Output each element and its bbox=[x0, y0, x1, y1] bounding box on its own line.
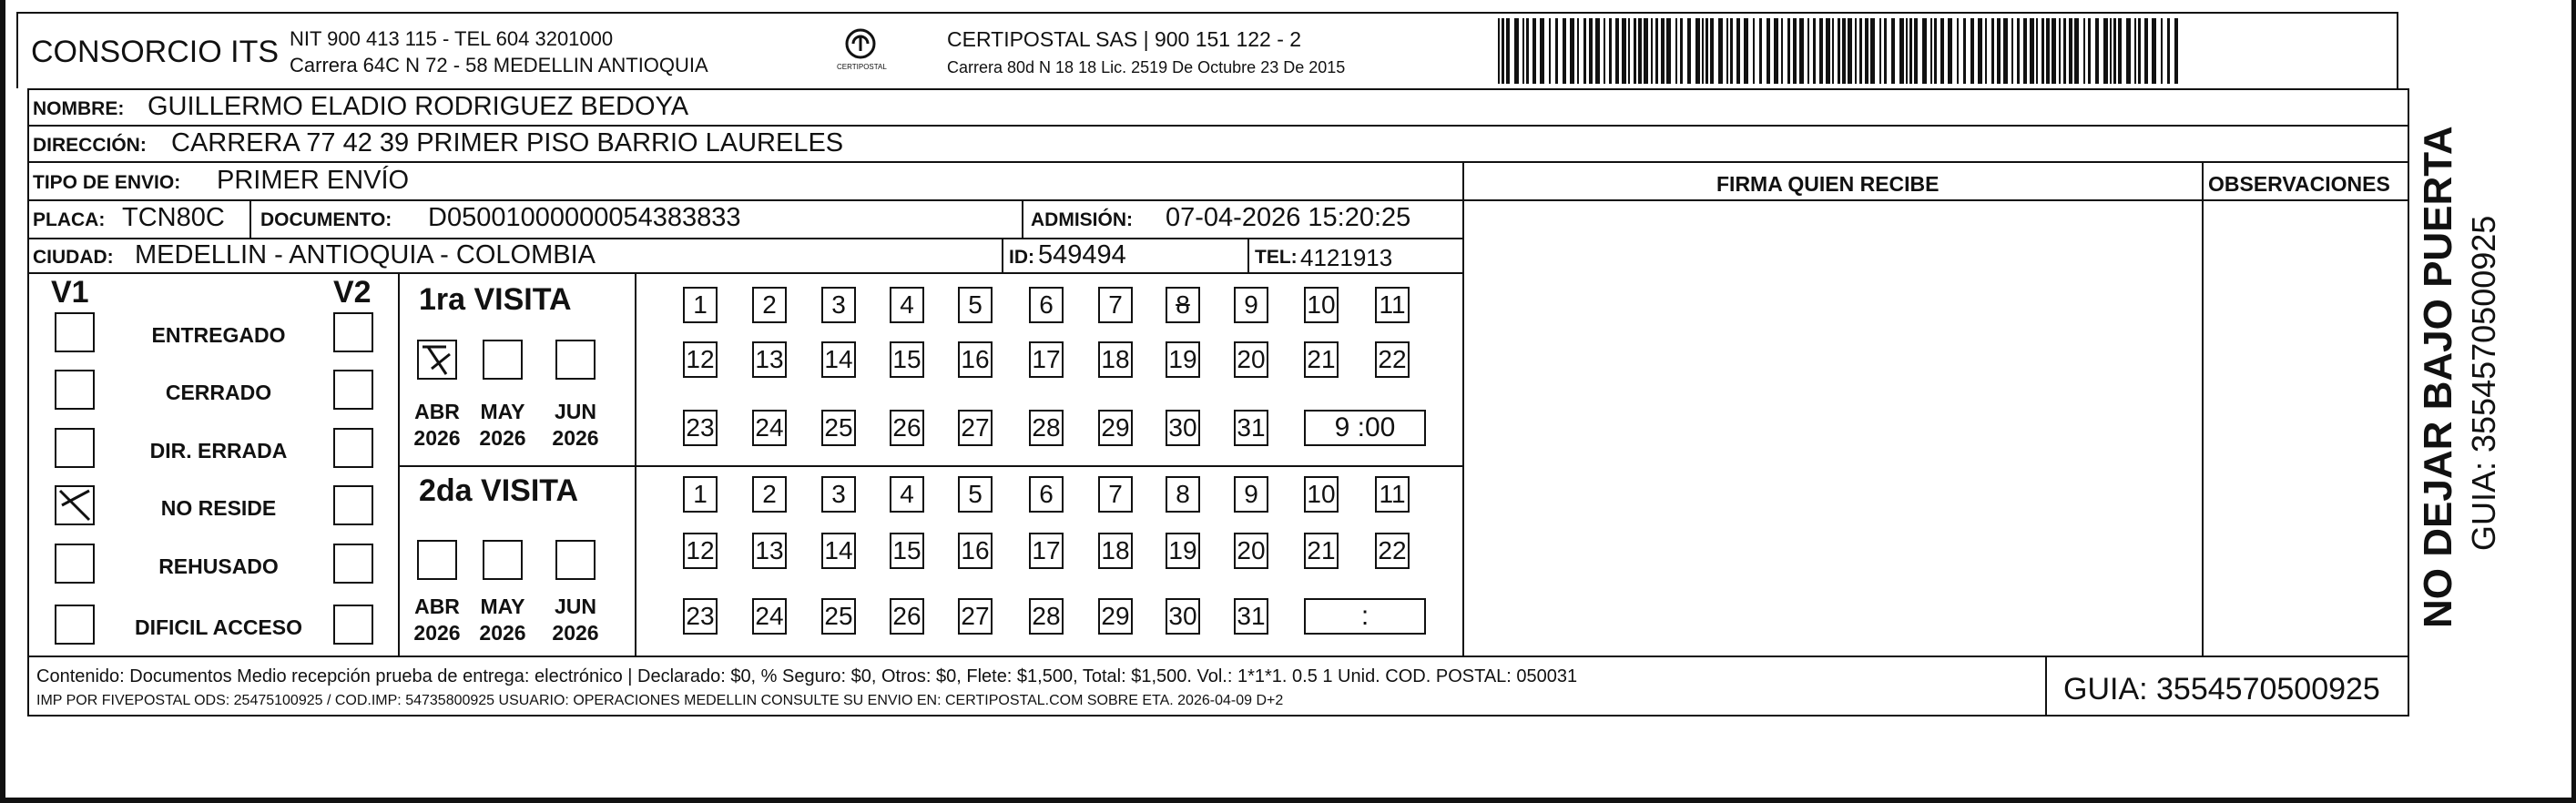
day-box[interactable]: 6 bbox=[1029, 287, 1064, 323]
row-line bbox=[27, 161, 2409, 163]
barcode-bar bbox=[1687, 18, 1691, 84]
barcode-bar bbox=[1813, 18, 1816, 84]
month-name: JUN bbox=[554, 595, 596, 618]
barcode-bar bbox=[1736, 18, 1740, 84]
check-mark-icon bbox=[419, 341, 455, 378]
barcode-bar bbox=[1970, 18, 1974, 84]
row-line bbox=[27, 199, 1464, 201]
day-box[interactable]: 14 bbox=[821, 533, 856, 569]
barcode-bar bbox=[2118, 18, 2122, 84]
day-box[interactable]: 3 bbox=[821, 476, 856, 513]
day-box[interactable]: 4 bbox=[890, 287, 924, 323]
barcode-bar bbox=[2113, 18, 2116, 84]
day-box[interactable]: 26 bbox=[890, 598, 924, 635]
month-year: 2026 bbox=[413, 620, 461, 645]
barcode-bar bbox=[1526, 18, 1529, 84]
barcode-bar bbox=[2174, 18, 2178, 84]
barcode-bar bbox=[1865, 18, 1868, 84]
status-label: NO RESIDE bbox=[160, 496, 277, 520]
placa-value: TCN80C bbox=[122, 203, 225, 232]
admision-label: ADMISIÓN: bbox=[1031, 209, 1133, 230]
barcode-bar bbox=[2167, 18, 2170, 84]
day-box[interactable]: 9 bbox=[1234, 476, 1268, 513]
day-box[interactable]: 16 bbox=[958, 341, 993, 378]
barcode-bar bbox=[1759, 18, 1762, 84]
tel-value: 4121913 bbox=[1300, 244, 1393, 271]
v2-checkbox[interactable] bbox=[333, 485, 373, 525]
month-name: MAY bbox=[480, 400, 525, 423]
barcode-bar bbox=[1514, 18, 1519, 84]
barcode-bar bbox=[1744, 18, 1748, 84]
visit-time-box[interactable]: : bbox=[1304, 598, 1426, 635]
barcode-bar bbox=[1661, 18, 1665, 84]
barcode-bar bbox=[1570, 18, 1574, 84]
month-year: 2026 bbox=[479, 620, 526, 645]
barcode-bar bbox=[1774, 18, 1778, 84]
barcode-bar bbox=[2059, 18, 2061, 84]
placa-label: PLACA: bbox=[33, 209, 106, 230]
day-box[interactable]: 20 bbox=[1234, 533, 1268, 569]
ciudad-label: CIUDAD: bbox=[33, 247, 114, 268]
barcode-bar bbox=[1891, 18, 1895, 84]
barcode-bar bbox=[1838, 18, 1840, 84]
day-box[interactable]: 17 bbox=[1029, 533, 1064, 569]
barcode-bar bbox=[1666, 18, 1671, 84]
barcode-bar bbox=[1655, 18, 1658, 84]
col-line bbox=[249, 201, 251, 238]
barcode bbox=[1498, 18, 2181, 84]
status-label: REHUSADO bbox=[158, 554, 279, 578]
col-line bbox=[1462, 163, 1464, 657]
col-line bbox=[1022, 201, 1023, 238]
day-box[interactable]: 15 bbox=[890, 533, 924, 569]
month-label bbox=[546, 594, 605, 646]
barcode-bar bbox=[2083, 18, 2085, 84]
footer-imp: IMP POR FIVEPOSTAL ODS: 25475100925 / COD.IMP: 54735800925 USUARIO: OPERACIONES MEDELLIN CONSULTE SU ENVIO EN: CERTIPOSTAL.COM SOBRE ETA. 2026-04-09 D+2 bbox=[36, 693, 1284, 708]
barcode-bar bbox=[1540, 18, 1544, 84]
barcode-bar bbox=[2011, 18, 2013, 84]
month-label bbox=[408, 399, 466, 452]
direccion-value: CARRERA 77 42 39 PRIMER PISO BARRIO LAURELES bbox=[171, 128, 844, 158]
day-box[interactable]: 22 bbox=[1375, 533, 1410, 569]
nombre-value: GUILLERMO ELADIO RODRIGUEZ BEDOYA bbox=[148, 92, 689, 121]
month-name: MAY bbox=[480, 595, 525, 618]
logo-text: CERTIPOSTAL bbox=[837, 63, 887, 71]
status-label: DIR. ERRADA bbox=[149, 439, 288, 462]
day-box[interactable]: 4 bbox=[890, 476, 924, 513]
barcode-bar bbox=[1702, 18, 1704, 84]
barcode-bar bbox=[1859, 18, 1862, 84]
barcode-bar bbox=[2046, 18, 2050, 84]
barcode-bar bbox=[1819, 18, 1823, 84]
day-box[interactable]: 5 bbox=[958, 287, 993, 323]
status-label: DIFICIL ACCESO bbox=[134, 615, 302, 639]
v2-checkbox[interactable] bbox=[333, 544, 373, 584]
v1-checkbox[interactable] bbox=[55, 544, 95, 584]
barcode-bar bbox=[1922, 18, 1927, 84]
barcode-bar bbox=[1651, 18, 1653, 84]
barcode-bar bbox=[1563, 18, 1566, 84]
barcode-bar bbox=[1963, 18, 1966, 84]
v1-checkbox[interactable] bbox=[55, 370, 95, 410]
footer-guia: GUIA: 3554570500925 bbox=[2063, 672, 2380, 706]
day-box[interactable]: 28 bbox=[1029, 598, 1064, 635]
barcode-bar bbox=[1787, 18, 1790, 84]
direccion-label: DIRECCIÓN: bbox=[33, 135, 147, 156]
day-box[interactable]: 21 bbox=[1304, 341, 1339, 378]
visit-time-box[interactable]: 9 :00 bbox=[1304, 410, 1426, 446]
barcode-bar bbox=[1718, 18, 1723, 84]
barcode-bar bbox=[1753, 18, 1755, 84]
company-name: CONSORCIO ITS bbox=[31, 35, 280, 69]
v2-checkbox[interactable] bbox=[333, 428, 373, 468]
barcode-bar bbox=[1948, 18, 1952, 84]
barcode-bar bbox=[2138, 18, 2141, 84]
row-line bbox=[27, 656, 2409, 657]
day-box[interactable]: 13 bbox=[752, 533, 787, 569]
barcode-bar bbox=[1595, 18, 1600, 84]
barcode-bar bbox=[1934, 18, 1937, 84]
vertical-guia: GUIA: 3554570500925 bbox=[2465, 215, 2502, 551]
v2-checkbox[interactable] bbox=[333, 370, 373, 410]
barcode-bar bbox=[1767, 18, 1770, 84]
day-box[interactable]: 25 bbox=[821, 598, 856, 635]
day-box[interactable]: 16 bbox=[958, 533, 993, 569]
day-box[interactable]: 7 bbox=[1098, 476, 1133, 513]
col-line bbox=[2202, 163, 2204, 657]
day-box[interactable]: 28 bbox=[1029, 410, 1064, 446]
day-box[interactable]: 2 bbox=[752, 476, 787, 513]
month-name: ABR bbox=[414, 400, 460, 423]
month-name: JUN bbox=[554, 400, 596, 423]
barcode-bar bbox=[2161, 18, 2163, 84]
barcode-bar bbox=[1622, 18, 1626, 84]
barcode-bar bbox=[1807, 18, 1809, 84]
barcode-bar bbox=[1628, 18, 1630, 84]
month-label bbox=[473, 399, 532, 452]
v2-checkbox[interactable] bbox=[333, 605, 373, 645]
barcode-bar bbox=[1675, 18, 1677, 84]
barcode-bar bbox=[1940, 18, 1944, 84]
v1-checkbox[interactable] bbox=[55, 312, 95, 352]
day-box[interactable]: 17 bbox=[1029, 341, 1064, 378]
page-right-border bbox=[2571, 0, 2576, 803]
row-line bbox=[398, 465, 1464, 467]
admision-value: 07-04-2026 15:20:25 bbox=[1166, 203, 1411, 232]
day-box[interactable]: 8 bbox=[1166, 287, 1200, 323]
day-box[interactable]: 30 bbox=[1166, 598, 1200, 635]
barcode-bar bbox=[1609, 18, 1612, 84]
barcode-bar bbox=[1957, 18, 1959, 84]
v1-checkbox[interactable] bbox=[55, 605, 95, 645]
day-box[interactable]: 20 bbox=[1234, 341, 1268, 378]
barcode-bar bbox=[1589, 18, 1593, 84]
barcode-bar bbox=[1879, 18, 1881, 84]
day-box[interactable]: 7 bbox=[1098, 287, 1133, 323]
barcode-bar bbox=[1997, 18, 2001, 84]
day-box[interactable]: 27 bbox=[958, 598, 993, 635]
observaciones-header: OBSERVACIONES bbox=[2208, 172, 2390, 196]
certipostal-line1: CERTIPOSTAL SAS | 900 151 122 - 2 bbox=[947, 27, 1302, 51]
barcode-bar bbox=[1985, 18, 1987, 84]
barcode-bar bbox=[1549, 18, 1551, 84]
barcode-bar bbox=[1832, 18, 1834, 84]
month-checkbox[interactable] bbox=[417, 340, 457, 380]
tipo-envio-value: PRIMER ENVÍO bbox=[217, 166, 410, 195]
barcode-bar bbox=[1705, 18, 1708, 84]
day-box[interactable]: 8 bbox=[1166, 476, 1200, 513]
barcode-bar bbox=[2003, 18, 2008, 84]
day-box[interactable]: 29 bbox=[1098, 410, 1133, 446]
barcode-bar bbox=[2030, 18, 2034, 84]
day-box[interactable]: 18 bbox=[1098, 533, 1133, 569]
barcode-bar bbox=[1506, 18, 1510, 84]
barcode-bar bbox=[2041, 18, 2044, 84]
barcode-bar bbox=[2088, 18, 2091, 84]
barcode-bar bbox=[1634, 18, 1636, 84]
day-box[interactable]: 12 bbox=[683, 341, 718, 378]
v1-checkbox[interactable] bbox=[55, 485, 95, 525]
day-box[interactable]: 23 bbox=[683, 598, 718, 635]
barcode-bar bbox=[1730, 18, 1733, 84]
barcode-bar bbox=[1644, 18, 1648, 84]
day-box[interactable]: 3 bbox=[821, 287, 856, 323]
barcode-bar bbox=[2036, 18, 2038, 84]
nombre-label: NOMBRE: bbox=[33, 98, 125, 119]
month-year: 2026 bbox=[479, 425, 526, 450]
month-label bbox=[473, 594, 532, 646]
day-box[interactable]: 30 bbox=[1166, 410, 1200, 446]
month-year: 2026 bbox=[552, 620, 599, 645]
day-box[interactable]: 10 bbox=[1304, 476, 1339, 513]
col-line bbox=[1002, 239, 1003, 272]
barcode-bar bbox=[1899, 18, 1904, 84]
day-box[interactable]: 23 bbox=[683, 410, 718, 446]
barcode-bar bbox=[2126, 18, 2131, 84]
barcode-bar bbox=[1930, 18, 1932, 84]
day-box[interactable]: 14 bbox=[821, 341, 856, 378]
day-box[interactable]: 19 bbox=[1166, 533, 1200, 569]
id-label: ID: bbox=[1009, 247, 1034, 268]
barcode-bar bbox=[1498, 18, 1500, 84]
barcode-bar bbox=[1710, 18, 1714, 84]
barcode-bar bbox=[1726, 18, 1728, 84]
tipo-envio-label: TIPO DE ENVIO: bbox=[33, 172, 181, 193]
barcode-bar bbox=[1604, 18, 1605, 84]
barcode-bar bbox=[1978, 18, 1982, 84]
month-checkbox[interactable] bbox=[483, 540, 523, 580]
barcode-bar bbox=[1855, 18, 1857, 84]
barcode-bar bbox=[2074, 18, 2079, 84]
barcode-bar bbox=[1583, 18, 1586, 84]
day-box[interactable]: 21 bbox=[1304, 533, 1339, 569]
barcode-bar bbox=[1680, 18, 1683, 84]
v2-label: V2 bbox=[333, 275, 372, 310]
barcode-bar bbox=[2017, 18, 2020, 84]
barcode-bar bbox=[2095, 18, 2099, 84]
month-checkbox[interactable] bbox=[483, 340, 523, 380]
barcode-bar bbox=[1848, 18, 1852, 84]
barcode-bar bbox=[2144, 18, 2148, 84]
barcode-bar bbox=[2069, 18, 2072, 84]
barcode-bar bbox=[1638, 18, 1642, 84]
barcode-bar bbox=[1781, 18, 1783, 84]
barcode-bar bbox=[1522, 18, 1524, 84]
day-box[interactable]: 25 bbox=[821, 410, 856, 446]
barcode-bar bbox=[1991, 18, 1994, 84]
check-mark-icon bbox=[56, 487, 93, 523]
id-value: 549494 bbox=[1038, 240, 1126, 269]
day-box[interactable]: 15 bbox=[890, 341, 924, 378]
day-box[interactable]: 18 bbox=[1098, 341, 1133, 378]
ciudad-value: MEDELLIN - ANTIOQUIA - COLOMBIA bbox=[135, 240, 596, 269]
company-nit-tel: NIT 900 413 115 - TEL 604 3201000 bbox=[290, 27, 614, 50]
month-year: 2026 bbox=[552, 425, 599, 450]
company-address: Carrera 64C N 72 - 58 MEDELLIN ANTIOQUIA bbox=[290, 54, 708, 76]
month-name: ABR bbox=[414, 595, 460, 618]
day-box[interactable]: 11 bbox=[1375, 287, 1410, 323]
barcode-bar bbox=[2134, 18, 2136, 84]
row-line bbox=[27, 272, 1464, 274]
row-line bbox=[27, 125, 2409, 127]
barcode-bar bbox=[1826, 18, 1830, 84]
month-label bbox=[546, 399, 605, 452]
month-checkbox[interactable] bbox=[555, 540, 596, 580]
status-label: CERRADO bbox=[165, 381, 272, 404]
barcode-bar bbox=[1695, 18, 1700, 84]
documento-value: D05001000000054383833 bbox=[428, 203, 741, 232]
certipostal-logo bbox=[833, 27, 888, 73]
day-box[interactable]: 1 bbox=[683, 287, 718, 323]
day-box[interactable]: 12 bbox=[683, 533, 718, 569]
barcode-bar bbox=[1799, 18, 1804, 84]
tel-label: TEL: bbox=[1255, 247, 1298, 268]
day-box[interactable]: 29 bbox=[1098, 598, 1133, 635]
barcode-bar bbox=[1842, 18, 1846, 84]
day-box[interactable]: 27 bbox=[958, 410, 993, 446]
day-box[interactable]: 22 bbox=[1375, 341, 1410, 378]
month-year: 2026 bbox=[413, 425, 461, 450]
barcode-bar bbox=[1884, 18, 1887, 84]
barcode-bar bbox=[1555, 18, 1558, 84]
day-box[interactable]: 24 bbox=[752, 598, 787, 635]
month-checkbox[interactable] bbox=[417, 540, 457, 580]
col-line bbox=[1462, 199, 2409, 201]
v1-label: V1 bbox=[51, 275, 89, 310]
no-dejar-bajo-puerta: NO DEJAR BAJO PUERTA bbox=[2416, 126, 2460, 628]
barcode-bar bbox=[1793, 18, 1797, 84]
barcode-bar bbox=[1577, 18, 1579, 84]
firma-header: FIRMA QUIEN RECIBE bbox=[1716, 172, 1940, 196]
v1-checkbox[interactable] bbox=[55, 428, 95, 468]
status-label: ENTREGADO bbox=[151, 323, 286, 347]
footer-contenido: Contenido: Documentos Medio recepción prueba de entrega: electrónico | Declarado: $0, % Seguro: $0, Otros: $0, Flete: $1,500, Total: $1,500. Vol.: 1*1*1. 0.5 1 Unid. COD. POSTAL: 050031 bbox=[36, 666, 1578, 686]
day-box[interactable]: 10 bbox=[1304, 287, 1339, 323]
barcode-bar bbox=[2052, 18, 2056, 84]
barcode-bar bbox=[1615, 18, 1619, 84]
visit-1-title: 1ra VISITA bbox=[419, 282, 572, 317]
day-box[interactable]: 26 bbox=[890, 410, 924, 446]
month-checkbox[interactable] bbox=[555, 340, 596, 380]
barcode-bar bbox=[2152, 18, 2156, 84]
day-box[interactable]: 31 bbox=[1234, 410, 1268, 446]
day-box[interactable]: 13 bbox=[752, 341, 787, 378]
day-box[interactable]: 19 bbox=[1166, 341, 1200, 378]
day-box[interactable]: 11 bbox=[1375, 476, 1410, 513]
documento-label: DOCUMENTO: bbox=[260, 209, 392, 230]
barcode-bar bbox=[2063, 18, 2066, 84]
day-box[interactable]: 31 bbox=[1234, 598, 1268, 635]
barcode-bar bbox=[1532, 18, 1536, 84]
col-line bbox=[1247, 239, 1249, 272]
barcode-bar bbox=[2023, 18, 2027, 84]
day-box[interactable]: 5 bbox=[958, 476, 993, 513]
visit-2-title: 2da VISITA bbox=[419, 473, 579, 508]
v2-checkbox[interactable] bbox=[333, 312, 373, 352]
barcode-bar bbox=[2110, 18, 2112, 84]
day-box[interactable]: 2 bbox=[752, 287, 787, 323]
day-box[interactable]: 6 bbox=[1029, 476, 1064, 513]
barcode-bar bbox=[2103, 18, 2108, 84]
barcode-bar bbox=[1909, 18, 1912, 84]
day-box[interactable]: 24 bbox=[752, 410, 787, 446]
day-box[interactable]: 1 bbox=[683, 476, 718, 513]
barcode-bar bbox=[1870, 18, 1875, 84]
barcode-bar bbox=[1906, 18, 1908, 84]
col-line bbox=[2045, 657, 2047, 717]
month-label bbox=[408, 594, 466, 646]
certipostal-line2: Carrera 80d N 18 18 Lic. 2519 De Octubre 23 De 2015 bbox=[947, 58, 1346, 76]
day-box[interactable]: 9 bbox=[1234, 287, 1268, 323]
barcode-bar bbox=[1502, 18, 1504, 84]
barcode-bar bbox=[1914, 18, 1918, 84]
page-left-border bbox=[0, 0, 5, 803]
page-bottom-border bbox=[0, 798, 2576, 803]
